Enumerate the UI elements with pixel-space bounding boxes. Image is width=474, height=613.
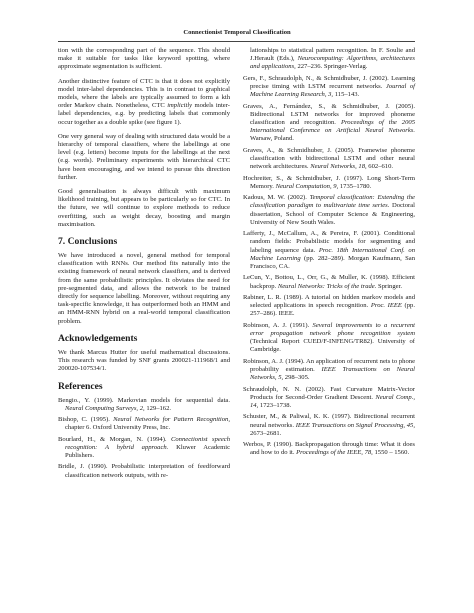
section-title-references: References — [58, 380, 103, 392]
reference-item: Schraudolph, N. N. (2002). Fast Curvature Matrix-Vector Products for Second-Order Gradient Descent. Neural Comp., 14, 1723–1738. — [243, 385, 415, 409]
reference-item: Lafferty, J., McCallum, A., & Pereira, F. (2001). Conditional random fields: Probabilistic models for segmenting and labeling sequence data. Proc. 18th International Conf. on Machine Learning (pp. 282–289). Morgan Kaufmann, San Francisco, CA. — [243, 230, 415, 270]
paragraph — [58, 78, 230, 127]
reference-item: Rabiner, L. R. (1989). A tutorial on hidden markov models and selected applications in speech recognition. Proc. IEEE (pp. 257–286). IEEE. — [243, 293, 415, 318]
left-column — [58, 47, 230, 483]
reference-item: Gers, F., Schraudolph, N., & Schmidhuber, J. (2002). Learning precise timing with LSTM recurrent networks. Journal of Machine Learning Research, 3, 115–143. — [243, 74, 416, 99]
running-head: Connectionist Temporal Classification — [183, 29, 291, 36]
reference-item: Bridle, J. (1990). Probabilistic interpretation of feedforward classification network outputs, with re- — [58, 463, 230, 479]
reference-item: LeCun, Y., Bottou, L., Orr, G., & Muller, K. (1998). Efficient backprop. Neural Networks: Tricks of the trade. Springer. — [243, 274, 415, 290]
paragraph: We thank Marcus Hutter for useful mathematical discussions. This research was funded by SNF grants 200021-111968/1 and 200020-107534/1. — [58, 348, 230, 373]
text-span: Another distinctive feature of CTC is that it does not explicitly model inter-label dependencies. This is in contrast to graphical models, where the labels are typically assumed to form a kth order Markov chain. Nonetheless, CTC — [58, 77, 230, 110]
reference-item: Bishop, C. (1995). Neural Networks for Pattern Recognition, chapter 6. Oxford University Press, Inc. — [58, 416, 230, 432]
reference-item: Graves, A., & Schmidhuber, J. (2005). Framewise phoneme classification with bidirectional LSTM and other neural network architectures. Neural Networks, 18, 602–610. — [243, 146, 415, 171]
reference-list-left — [58, 397, 230, 480]
reference-item: Kadous, M. W. (2002). Temporal classification: Extending the classification paradigm to multivariate time series. Doctoral dissertation, School of Computer Science & Engineering, University of New South Wales. — [243, 194, 416, 226]
paragraph: tion with the corresponding part of the sequence. This should make it suitable for tasks like keyword spotting, where approximate segmentation is sufficient. — [58, 47, 230, 71]
reference-item: Schuster, M., & Paliwal, K. K. (1997). Bidirectional recurrent neural networks. IEEE Transactions on Signal Processing, 45, 2673–2681. — [243, 413, 415, 437]
reference-item: Bourlard, H., & Morgan, N. (1994). Connectionist speech recognition: A hybrid approach. Kluwer Academic Publishers. — [58, 435, 230, 460]
paragraph: One very general way of dealing with structured data would be a hierarchy of temporal classifiers, where the labellings at one level (e.g. letters) become inputs for the labellings at the next (e.g. words). Preliminary experiments with hierarchical CTC have been encouraging, and we intend to pursue this direction further. — [58, 132, 230, 181]
reference-item: Graves, A., Fernández, S., & Schmidhuber, J. (2005). Bidirectional LSTM networks for improved phoneme classification and recognition. Proceedings of the 2005 International Conference on Artificial Neural Networks. Warsaw, Poland. — [243, 102, 415, 143]
paragraph: We have introduced a novel, general method for temporal classification with RNNs. Our method fits naturally into the existing framework of neural network classifiers, and is derived from the same probabilistic principles. It obviates the need for pre-segmented data, and allows the network to be trained directly for sequence labelling. Moreover, without requiring any task-specific knowledge, it has outperformed both an HMM and an HMM-RNN hybrid on a real-world temporal classification problem. — [58, 252, 230, 325]
reference-item: Bengio., Y. (1999). Markovian models for sequential data. Neural Computing Surveys, 2, 129–162. — [58, 396, 230, 412]
header-rule — [58, 41, 415, 42]
reference-item: Robinson, A. J. (1991). Several improvements to a recurrent error propagation network phone recognition system (Technical Report CUED/F-INFENG/TR82). University of Cambridge. — [243, 321, 415, 354]
section-title-acknowledgements: Acknowledgements — [58, 332, 138, 344]
reference-list-right — [243, 75, 415, 458]
reference-item: Robinson, A. J. (1994). An application of recurrent nets to phone probability estimation. IEEE Transactions on Neural Networks, 5, 298–305. — [243, 357, 415, 382]
text-span: models inter-label dependencies, e.g. by predicting labels that commonly occur together as a double spike (see figure 1). — [58, 102, 230, 126]
emphasis: implicitly — [167, 102, 193, 110]
reference-item: Hochreiter, S., & Schmidhuber, J. (1997). Long Short-Term Memory. Neural Computation, 9, 1735–1780. — [243, 174, 415, 190]
reference-item: Werbos, P. (1990). Backpropagation through time: What it does and how to do it. Proceedings of the IEEE, 78, 1550 – 1560. — [243, 441, 415, 457]
right-column — [243, 47, 415, 461]
reference-continuation: lationships to statistical pattern recognition. In F. Soulie and J.Herault (Eds.), Neurocomputing: Algorithms, architectures and applications, 227–236. Springer-Verlag. — [250, 47, 415, 71]
section-title-conclusions: 7. Conclusions — [58, 236, 118, 248]
paragraph: Good generalisation is always difficult with maximum likelihood training, but appears to be particularly so for CTC. In the future, we will continue to explore methods to reduce overfitting, such as weight decay, boosting and margin maximisation. — [58, 188, 230, 228]
